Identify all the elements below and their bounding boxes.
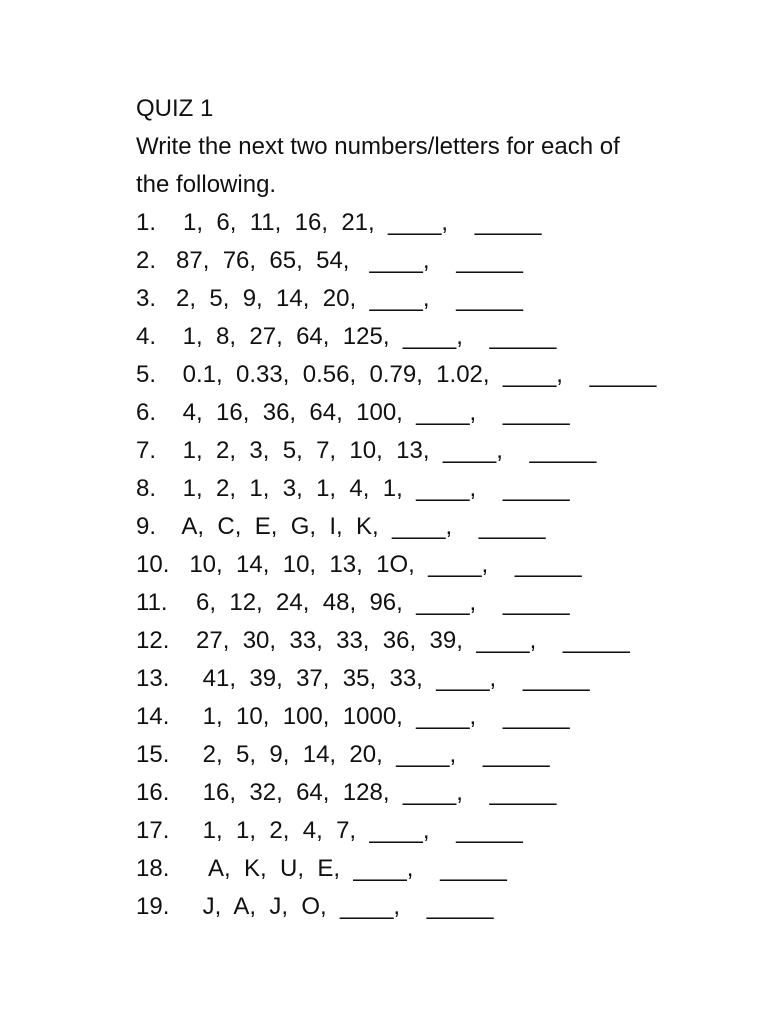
item-number: 9. bbox=[136, 513, 157, 540]
instruction-line-1: Write the next two numbers/letters for each of bbox=[136, 133, 620, 160]
quiz-item-10 bbox=[136, 546, 756, 584]
quiz-item-1 bbox=[136, 204, 756, 242]
item-sequence: A, K, U, E, ____, _____ bbox=[176, 855, 507, 882]
item-sequence: 10, 14, 10, 13, 1O, ____, _____ bbox=[176, 551, 582, 578]
item-sequence: A, C, E, G, I, K, ____, _____ bbox=[176, 513, 546, 540]
item-number: 6. bbox=[136, 399, 157, 426]
quiz-item-13 bbox=[136, 660, 756, 698]
item-sequence: 1, 10, 100, 1000, ____, _____ bbox=[176, 703, 570, 730]
item-sequence: 4, 16, 36, 64, 100, ____, _____ bbox=[176, 399, 570, 426]
item-number: 10. bbox=[136, 551, 170, 578]
item-sequence: 16, 32, 64, 128, ____, _____ bbox=[176, 779, 557, 806]
quiz-item-8 bbox=[136, 470, 756, 508]
item-number: 7. bbox=[136, 437, 157, 464]
item-sequence: 1, 2, 1, 3, 1, 4, 1, ____, _____ bbox=[176, 475, 570, 502]
quiz-item-2 bbox=[136, 242, 756, 280]
item-number: 17. bbox=[136, 817, 170, 844]
quiz-item-15 bbox=[136, 736, 756, 774]
quiz-item-12 bbox=[136, 622, 756, 660]
item-sequence: 1, 8, 27, 64, 125, ____, _____ bbox=[176, 323, 557, 350]
quiz-item-6 bbox=[136, 394, 756, 432]
quiz-item-11 bbox=[136, 584, 756, 622]
item-number: 19. bbox=[136, 893, 170, 920]
item-sequence: 87, 76, 65, 54, ____, _____ bbox=[176, 247, 523, 274]
quiz-sheet bbox=[136, 90, 756, 926]
item-sequence: 1, 6, 11, 16, 21, ____, _____ bbox=[183, 209, 542, 236]
item-sequence: 0.1, 0.33, 0.56, 0.79, 1.02, ____, _____ bbox=[176, 361, 657, 388]
item-sequence: 27, 30, 33, 33, 36, 39, ____, _____ bbox=[176, 627, 630, 654]
item-sequence: 6, 12, 24, 48, 96, ____, _____ bbox=[176, 589, 570, 616]
quiz-item-17 bbox=[136, 812, 756, 850]
quiz-item-16 bbox=[136, 774, 756, 812]
item-sequence: 1, 2, 3, 5, 7, 10, 13, ____, _____ bbox=[176, 437, 597, 464]
quiz-item-7 bbox=[136, 432, 756, 470]
item-number: 3. bbox=[136, 285, 157, 312]
item-number: 16. bbox=[136, 779, 170, 806]
quiz-item-19 bbox=[136, 888, 756, 926]
quiz-item-4 bbox=[136, 318, 756, 356]
item-number: 8. bbox=[136, 475, 157, 502]
quiz-title: QUIZ 1 bbox=[136, 95, 214, 122]
item-sequence: 1, 1, 2, 4, 7, ____, _____ bbox=[176, 817, 523, 844]
item-number: 5. bbox=[136, 361, 157, 388]
item-number: 15. bbox=[136, 741, 170, 768]
quiz-item-3 bbox=[136, 280, 756, 318]
item-number: 1. bbox=[136, 209, 157, 236]
quiz-item-5 bbox=[136, 356, 756, 394]
item-number: 11. bbox=[136, 589, 168, 616]
item-sequence: J, A, J, O, ____, _____ bbox=[176, 893, 494, 920]
quiz-item-14 bbox=[136, 698, 756, 736]
item-sequence: 2, 5, 9, 14, 20, ____, _____ bbox=[176, 741, 550, 768]
instruction-line-2: the following. bbox=[136, 171, 277, 198]
item-number: 4. bbox=[136, 323, 157, 350]
item-number: 2. bbox=[136, 247, 157, 274]
item-number: 12. bbox=[136, 627, 170, 654]
item-number: 18. bbox=[136, 855, 170, 882]
item-number: 14. bbox=[136, 703, 170, 730]
item-sequence: 41, 39, 37, 35, 33, ____, _____ bbox=[176, 665, 590, 692]
item-sequence: 2, 5, 9, 14, 20, ____, _____ bbox=[176, 285, 523, 312]
quiz-item-18 bbox=[136, 850, 756, 888]
quiz-item-9 bbox=[136, 508, 756, 546]
item-number: 13. bbox=[136, 665, 170, 692]
